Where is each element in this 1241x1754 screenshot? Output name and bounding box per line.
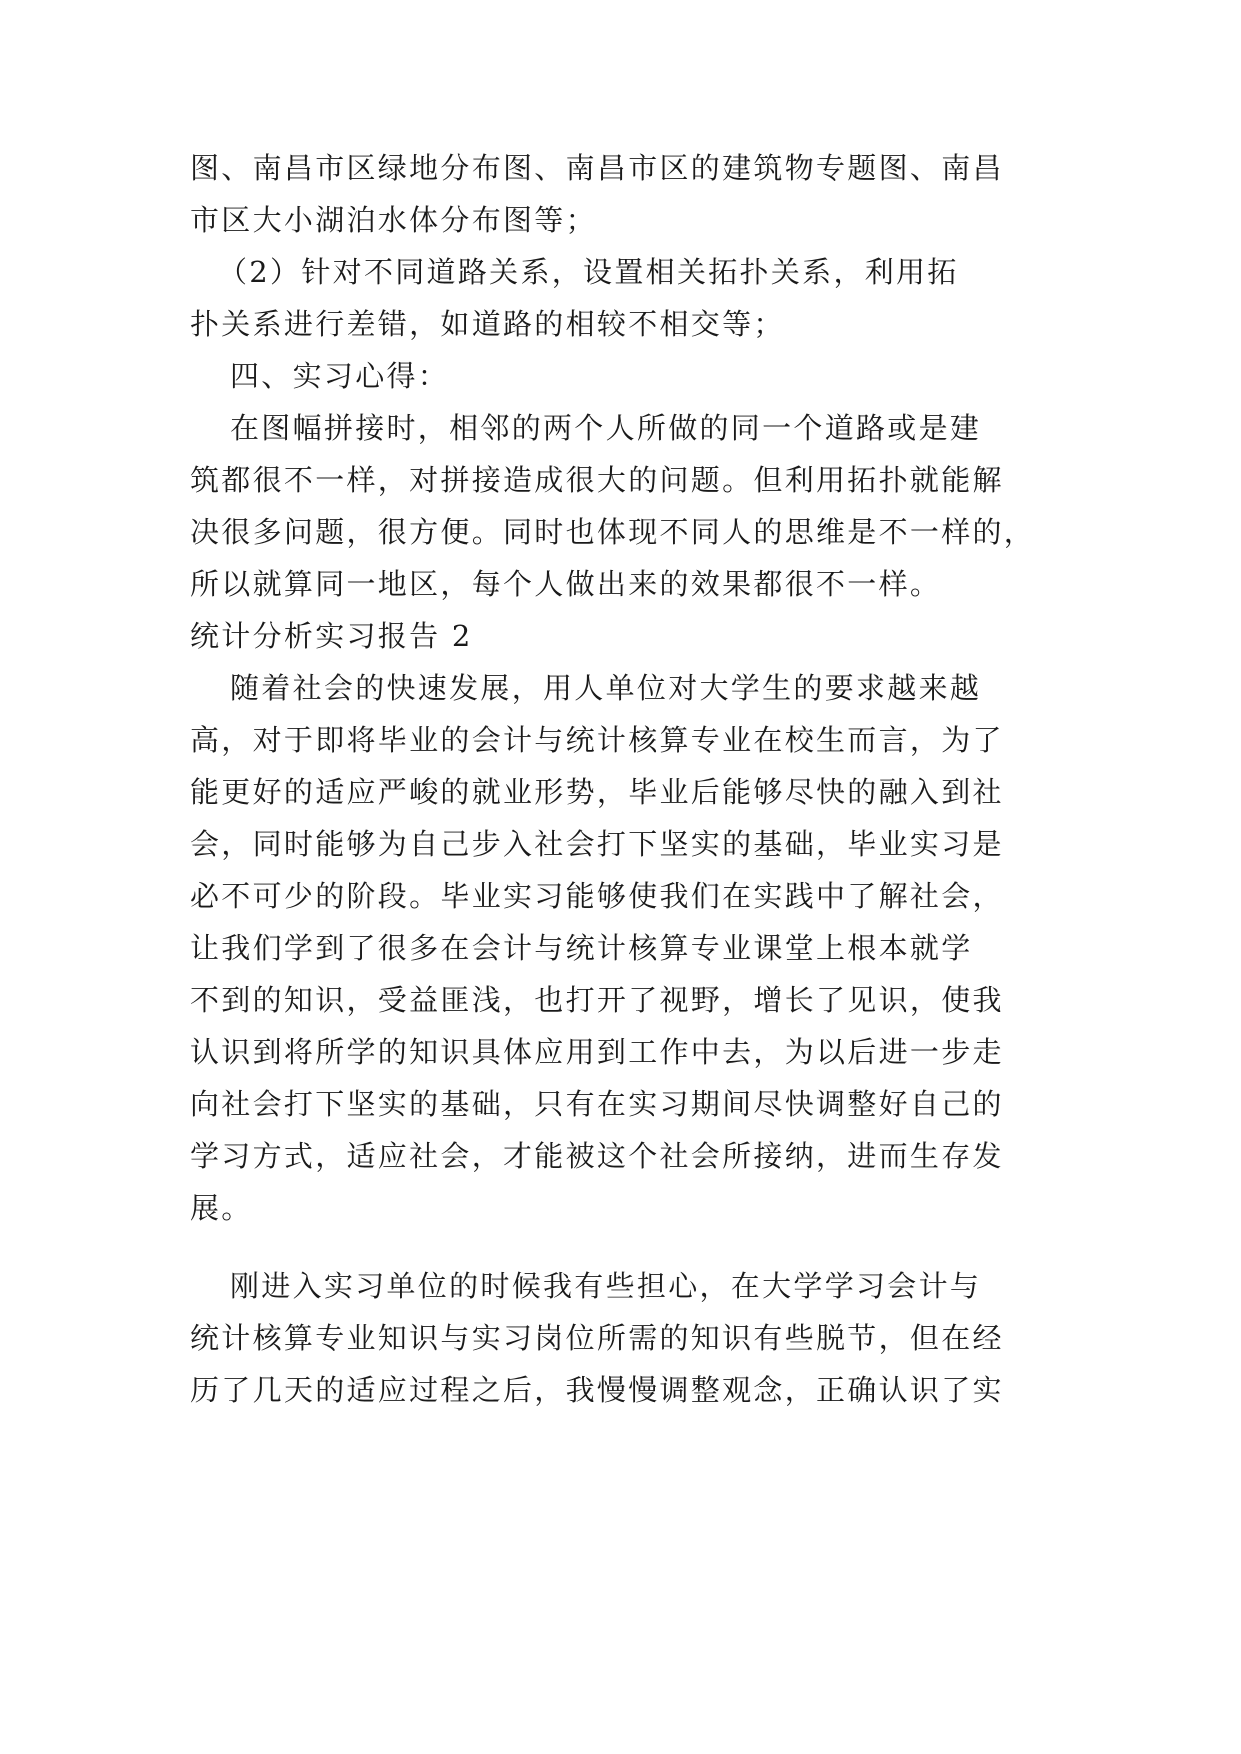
paragraph-line: 刚进入实习单位的时候我有些担心，在大学学习会计与 xyxy=(230,1269,982,1303)
paragraph-line: 历了几天的适应过程之后，我慢慢调整观念，正确认识了实 xyxy=(190,1373,1004,1407)
paragraph-line: 向社会打下坚实的基础，只有在实习期间尽快调整好自己的 xyxy=(190,1087,1004,1121)
report-title: 统计分析实习报告 2 xyxy=(190,619,473,653)
paragraph-line: 学习方式，适应社会，才能被这个社会所接纳，进而生存发 xyxy=(190,1139,1004,1173)
section-heading: 四、实习心得： xyxy=(230,359,450,393)
paragraph-line: 所以就算同一地区，每个人做出来的效果都很不一样。 xyxy=(190,567,942,601)
paragraph-line: 高，对于即将毕业的会计与统计核算专业在校生而言，为了 xyxy=(190,723,1004,757)
paragraph-line: 认识到将所学的知识具体应用到工作中去，为以后进一步走 xyxy=(190,1035,1004,1069)
paragraph-line: 随着社会的快速发展，用人单位对大学生的要求越来越 xyxy=(230,671,982,705)
paragraph-line: 让我们学到了很多在会计与统计核算专业课堂上根本就学 xyxy=(190,931,973,965)
paragraph-line: 在图幅拼接时，相邻的两个人所做的同一个道路或是建 xyxy=(230,411,982,445)
paragraph-line: 会，同时能够为自己步入社会打下坚实的基础，毕业实习是 xyxy=(190,827,1004,861)
paragraph-line: 扑关系进行差错，如道路的相较不相交等； xyxy=(190,307,785,341)
paragraph-line: 市区大小湖泊水体分布图等； xyxy=(190,203,597,237)
paragraph-line: 统计核算专业知识与实习岗位所需的知识有些脱节，但在经 xyxy=(190,1321,1004,1355)
paragraph-line: 决很多问题，很方便。同时也体现不同人的思维是不一样的， xyxy=(190,515,1036,549)
paragraph-line: 展。 xyxy=(190,1191,253,1225)
paragraph-line: 筑都很不一样，对拼接造成很大的问题。但利用拓扑就能解 xyxy=(190,463,1004,497)
paragraph-line: 必不可少的阶段。毕业实习能够使我们在实践中了解社会， xyxy=(190,879,1004,913)
paragraph-line: 能更好的适应严峻的就业形势，毕业后能够尽快的融入到社 xyxy=(190,775,1004,809)
paragraph-line: （2）针对不同道路关系，设置相关拓扑关系，利用拓 xyxy=(218,255,959,289)
paragraph-line: 不到的知识，受益匪浅，也打开了视野，增长了见识，使我 xyxy=(190,983,1004,1017)
paragraph-line: 图、南昌市区绿地分布图、南昌市区的建筑物专题图、南昌 xyxy=(190,151,1004,185)
